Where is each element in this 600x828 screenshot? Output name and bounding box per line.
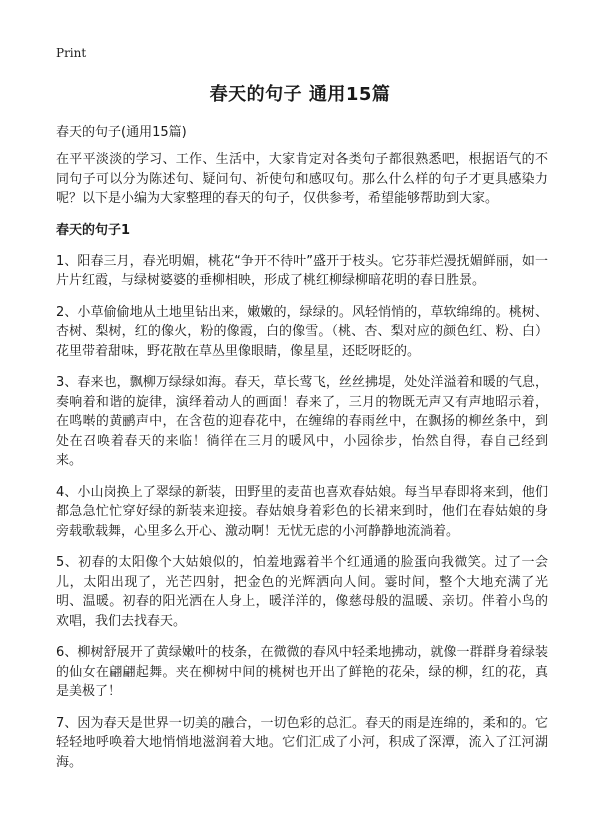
paragraph-7: 7、因为春天是世界一切美的融合，一切色彩的总汇。春天的雨是连绵的，柔和的。它轻轻地呼唤着大地悄悄地滋润着大地。它们汇成了小河，积成了深潭，流入了江河湖海。 bbox=[56, 715, 548, 770]
document-title: 春天的句子 通用15篇 bbox=[209, 84, 391, 105]
paragraph-2: 2、小草偷偷地从土地里钻出来，嫩嫩的，绿绿的。风轻悄悄的，草软绵绵的。桃树、杏树、梨树，红的像火，粉的像霞，白的像雪。（桃、杏、梨对应的颜色红、粉、白）花里带着甜味，野花散在草丛里像眼睛，像星星，还眨呀眨的。 bbox=[56, 304, 548, 359]
intro-paragraph: 在平平淡淡的学习、工作、生活中，大家肯定对各类句子都很熟悉吧，根据语气的不同句子可以分为陈述句、疑问句、祈使句和感叹句。那么什么样的句子才更具感染力呢？以下是小编为大家整理的春天的句子，仅供参考，希望能够帮助到大家。 bbox=[56, 152, 548, 206]
paragraph-6: 6、柳树舒展开了黄绿嫩叶的枝条，在微微的春风中轻柔地拂动，就像一群群身着绿装的仙女在翩翩起舞。夹在柳树中间的桃树也开出了鲜艳的花朵，绿的柳，红的花，真是美极了！ bbox=[56, 645, 548, 699]
paragraph-3: 3、春来也，飘柳万绿绿如海。春天，草长莺飞，丝丝拂堤，处处洋溢着和暖的气息，奏响着和谐的旋律，演绎着动人的画面！春来了，三月的物既无声又有声地昭示着，在鸣啭的黄鹂声中，在含苞的迎春花中，在缠绵的春雨丝中，在飘扬的柳丝条中，到处在召唤着春天的来临！徜徉在三月的暖风中，小园徐步，怡然自得，春自己经到来。 bbox=[56, 375, 548, 468]
document-body bbox=[56, 150, 548, 784]
document-subtitle: 春天的句子(通用15篇) bbox=[56, 125, 187, 140]
paragraph-5: 5、初春的太阳像个大姑娘似的，怕羞地露着半个红通通的脸蛋向我微笑。过了一会儿，太阳出现了，光芒四射，把金色的光辉洒向人间。霎时间，整个大地充满了光明、温暖。初春的阳光洒在人身上，暖洋洋的，像慈母般的温暖、亲切。伴着小鸟的欢唱，我们去找春天。 bbox=[56, 555, 548, 629]
paragraph-1: 1、阳春三月，春光明媚，桃花“争开不待叶”盛开于枝头。它芬菲烂漫抚媚鲜丽，如一片片红霞，与绿树婆婆的垂柳相映，形成了桃红柳绿柳暗花明的春日胜景。 bbox=[56, 253, 548, 288]
paragraph-4: 4、小山岗换上了翠绿的新装，田野里的麦苗也喜欢春姑娘。每当早春即将来到，他们都急急忙忙穿好绿的新装来迎接。春姑娘身着彩色的长裙来到时，他们在春姑娘的身旁载歌载舞，心里多么开心、激动啊！无忧无虑的小河静静地流淌着。 bbox=[56, 484, 548, 539]
section-heading: 春天的句子1 bbox=[56, 222, 131, 238]
print-link[interactable]: Print bbox=[56, 46, 87, 60]
